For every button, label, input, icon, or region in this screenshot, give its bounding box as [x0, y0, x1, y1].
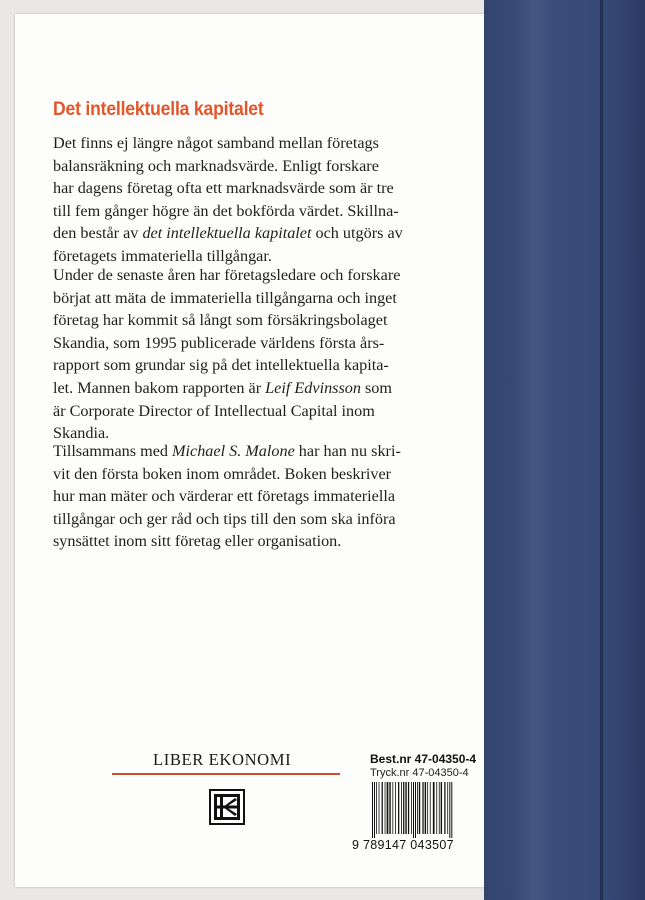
- publisher-rule: [112, 773, 340, 775]
- spine-highlight: [515, 0, 555, 900]
- barcode-bar: [405, 782, 406, 834]
- blurb-run: Tillsammans med: [53, 442, 173, 460]
- blurb-run: och utgörs av: [311, 224, 403, 243]
- blurb-run: synsättet inom sitt företag eller organisation.: [53, 532, 342, 551]
- blurb-run: företag har kommit så långt som försäkringsbolaget: [53, 311, 388, 330]
- blurb-paragraph-3: [53, 440, 465, 553]
- barcode-bar: [441, 782, 442, 834]
- blurb-run: den består av: [53, 224, 143, 243]
- blurb-line: [53, 309, 465, 332]
- blurb-run: hur man mäter och värderar ett företags immateriella: [53, 487, 396, 506]
- barcode-bar: [415, 782, 416, 838]
- blurb-run: har dagens företag ofta ett marknadsvärde som är tre: [53, 179, 394, 198]
- barcode-bar: [422, 782, 423, 834]
- barcode-bar: [413, 782, 414, 838]
- blurb-line: [53, 354, 465, 377]
- barcode-bar: [447, 782, 448, 834]
- barcode-bar: [387, 782, 389, 834]
- spine-edge: [600, 0, 603, 900]
- barcode-bar: [376, 782, 377, 834]
- blurb-run: har han nu skri-: [294, 442, 401, 460]
- barcode-bar: [403, 782, 404, 834]
- barcode-bar: [439, 782, 440, 834]
- barcode-bar: [395, 782, 396, 834]
- blurb-run: tillgångar och ger råd och tips till den som ska införa: [53, 509, 396, 528]
- barcode-bar: [444, 782, 445, 834]
- blurb-run: Under de senaste åren har företagsledare och forskare: [53, 266, 401, 284]
- blurb-run: balansräkning och marknadsvärde. Enligt forskare: [53, 156, 379, 175]
- blurb-line: [53, 463, 465, 486]
- blurb-run: Det finns ej längre något samband mellan företags: [53, 134, 379, 152]
- blurb-run: Skandia, som 1995 publicerade världens första års-: [53, 333, 385, 352]
- isbn-barcode: [370, 781, 476, 839]
- blurb-line: [53, 332, 465, 355]
- barcode-bar: [451, 782, 452, 838]
- blurb-line: [53, 177, 465, 200]
- blurb-line: [53, 287, 465, 310]
- blurb-run: börjat att mäta de immateriella tillgångarna och inget: [53, 288, 397, 307]
- blurb-run: vit den första boken inom området. Boken beskriver: [53, 464, 392, 483]
- blurb-run: let. Mannen bakom rapporten är: [53, 378, 266, 397]
- barcode-bar: [425, 782, 426, 834]
- blurb-run: Skandia.: [53, 424, 110, 443]
- barcode-bar: [411, 782, 412, 834]
- blurb-line: [53, 400, 465, 423]
- barcode-bar: [449, 782, 450, 838]
- barcode-bar: [372, 782, 373, 838]
- blurb-italic-run: Leif Edvinsson: [265, 378, 361, 397]
- blurb-line: [53, 155, 465, 178]
- barcode-bar: [379, 782, 380, 834]
- barcode-bar: [385, 782, 386, 834]
- barcode-bar: [401, 782, 402, 834]
- blurb-run: rapport som grundar sig på det intellektuella kapita-: [53, 356, 389, 375]
- blurb-line: [53, 264, 465, 287]
- barcode-bar: [392, 782, 393, 834]
- blurb-paragraph-2: [53, 264, 465, 445]
- liber-logo-icon: [209, 789, 245, 825]
- barcode-bar: [436, 782, 437, 834]
- best-nr: Best.nr 47-04350-4: [370, 752, 477, 766]
- blurb-run: är Corporate Director of Intellectual Capital inom: [53, 401, 375, 420]
- blurb-run: som: [360, 378, 392, 397]
- blurb-paragraph-1: [53, 132, 465, 268]
- barcode-bar: [419, 782, 420, 834]
- barcode-bar: [427, 782, 428, 834]
- blurb-line: [53, 377, 465, 400]
- blurb-line: [53, 530, 465, 553]
- barcode-bar: [430, 782, 431, 834]
- isbn-number: 9 789147 043507: [352, 838, 454, 852]
- blurb-run: till fem gånger högre än det bokförda värdet. Skillna-: [53, 201, 399, 220]
- tryck-nr: Tryck.nr 47-04350-4: [370, 767, 469, 779]
- blurb-italic-run: det intellektuella kapitalet: [142, 224, 312, 243]
- barcode-bar: [382, 782, 383, 834]
- blurb-line: [53, 222, 465, 245]
- blurb-italic-run: Michael S. Malone: [172, 442, 295, 460]
- blurb-line: [53, 132, 465, 155]
- blurb-line: [53, 440, 465, 463]
- blurb-line: [53, 200, 465, 223]
- blurb-line: [53, 508, 465, 531]
- blurb-run: företagets immateriella tillgångar.: [53, 246, 272, 265]
- barcode-bar: [433, 782, 435, 834]
- barcode-bar: [389, 782, 390, 834]
- book-spine: [484, 0, 645, 900]
- barcode-bar: [417, 782, 418, 834]
- barcode-bar: [398, 782, 399, 834]
- blurb-line: [53, 485, 465, 508]
- barcode-bar: [374, 782, 375, 838]
- publisher-name: LIBER EKONOMI: [153, 750, 292, 769]
- book-title: Det intellektuella kapitalet: [53, 98, 264, 120]
- barcode-bar: [408, 782, 409, 834]
